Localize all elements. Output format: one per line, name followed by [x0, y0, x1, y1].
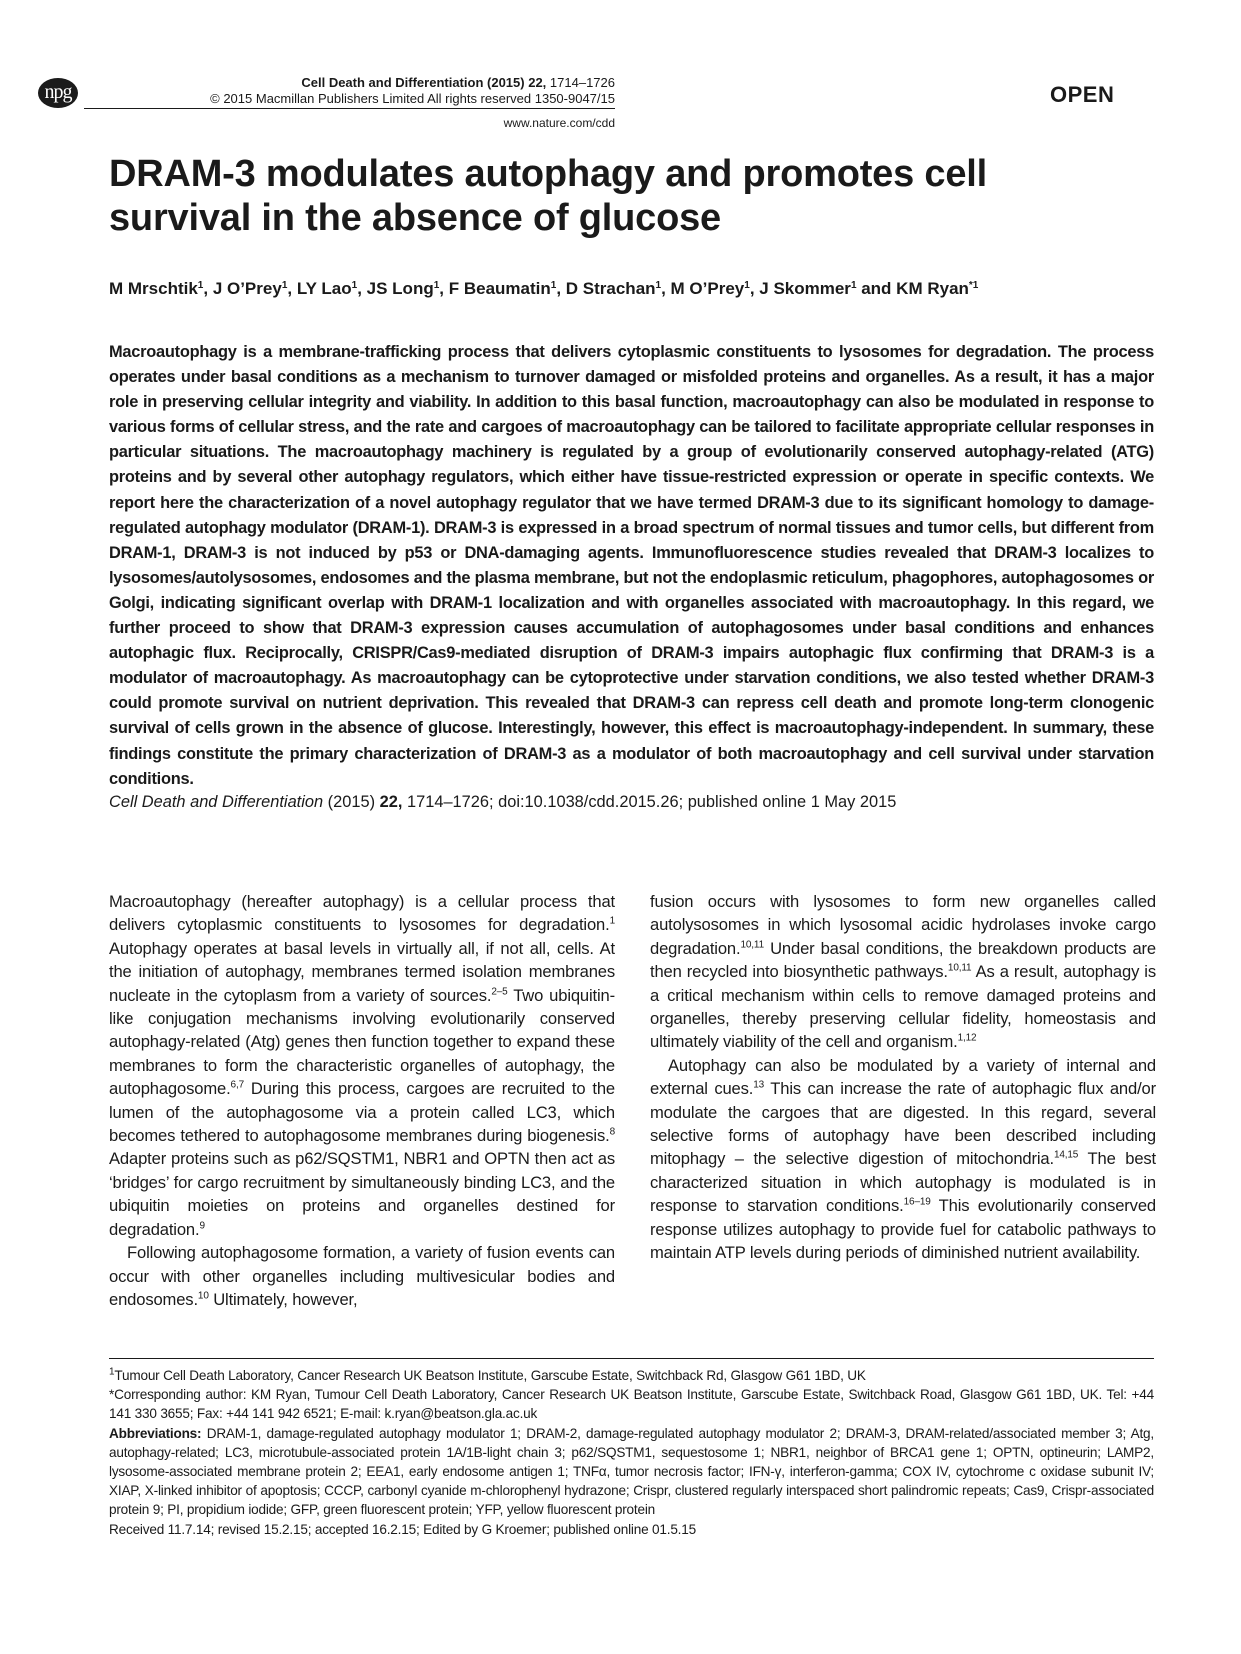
- author-affiliation-marker: 1: [550, 280, 557, 291]
- author-name: J Skommer: [759, 279, 851, 298]
- abbreviations-text: DRAM-1, damage-regulated autophagy modulator 1; DRAM-2, damage-regulated autophagy modulator 2; DRAM-3, DRAM-related/associated member 3; Atg, autophagy-related; LC3, microtubule-associated protein 1A/1B-light chain 3; p62/SQSTM1, sequestosome 1; NBR1, neighbor of BRCA1 gene 1; OPTN, optineurin; LAMP2, lysosome-associated membrane protein 2; EEA1, early endosome antigen 1; TNFα, tumor necrosis factor; IFN-γ, interferon-gamma; COX IV, cytochrome c oxidase subunit IV; XIAP, X-linked inhibitor of apoptosis; CCCP, carbonyl cyanide m-chlorophenyl hydrazone; Crispr, clustered regularly interspaced short palindromic repeats; Cas9, Crispr-associated protein 9; PI, propidium iodide; GFP, green fluorescent protein; YFP, yellow fluorescent protein: [109, 1425, 1154, 1518]
- author-name: F Beaumatin: [448, 279, 551, 298]
- reference-superscript: 1,12: [957, 1032, 977, 1044]
- citation-year: (2015): [323, 793, 380, 811]
- reference-superscript: 1: [609, 915, 615, 927]
- article-title: DRAM-3 modulates autophagy and promotes cell survival in the absence of glucose: [109, 153, 987, 239]
- open-access-label: OPEN: [1050, 82, 1115, 107]
- citation-details: 1714–1726; doi:10.1038/cdd.2015.26; published online 1 May 2015: [402, 793, 897, 811]
- npg-logo: npg: [38, 78, 78, 108]
- author-list: M Mrschtik$^1$, J O’Prey$^1$, LY Lao$^1$, JS Long$^1$, F Beaumatin$^1$, D Strachan$^1$, M O’Prey$^1$, J Skommer$^1$ and KM Ryan$^{*1}$: [109, 279, 979, 298]
- journal-volume: 22,: [528, 75, 547, 90]
- author-affiliation-marker: 1: [850, 280, 857, 291]
- footnotes: [109, 1366, 1154, 1539]
- body-column-right: [650, 890, 1156, 1265]
- author-name: J O’Prey: [212, 279, 282, 298]
- author-affiliation-marker: 1: [351, 280, 358, 291]
- body-paragraph: fusion occurs with lysosomes to form new organelles called autolysosomes in which lysosomal acidic hydrolases invoke cargo degradation.$^{10,11}$ Under basal conditions, the breakdown products are then recycled into biosynthetic pathways.$^{10,11}$ As a result, autophagy is a critical mechanism within cells to remove damaged proteins and organelles, thereby preserving cellular fidelity, homeostasis and ultimately viability of the cell and organism.$^{1,12}$: [650, 892, 1156, 1052]
- abbreviations-label: Abbreviations:: [109, 1425, 202, 1441]
- journal-year: (2015): [487, 75, 525, 90]
- author-affiliation-marker: 1: [655, 280, 662, 291]
- journal-pages: 1714–1726: [549, 75, 615, 90]
- reference-superscript: 8: [609, 1126, 615, 1138]
- body-column-left: [109, 890, 615, 1311]
- author-affiliation-marker: 1: [433, 280, 440, 291]
- footnote-rule: [109, 1358, 1154, 1359]
- journal-url-link[interactable]: www.nature.com/cdd: [503, 116, 615, 130]
- abbreviations: [109, 1424, 1154, 1520]
- reference-superscript: 13: [753, 1079, 765, 1091]
- correspondence: *Corresponding author: KM Ryan, Tumour Cell Death Laboratory, Cancer Research UK Beatson Institute, Garscube Estate, Switchback Road, Glasgow G61 1BD, UK. Tel: +44 141 330 3655; Fax: +44 141 942 6521; E-mail: k.ryan@beatson.gla.ac.uk: [109, 1387, 1154, 1422]
- affiliation-text: Tumour Cell Death Laboratory, Cancer Research UK Beatson Institute, Garscube Estate, Switchback Rd, Glasgow G61 1BD, UK: [114, 1368, 866, 1383]
- reference-superscript: 6,7: [230, 1079, 244, 1091]
- author-name: KM Ryan: [896, 279, 969, 298]
- author-affiliation-marker: 1: [197, 280, 204, 291]
- reference-superscript: 10,11: [740, 939, 765, 951]
- reference-superscript: 16–19: [903, 1196, 931, 1208]
- author-affiliation-marker: 1: [744, 280, 750, 291]
- received-dates: Received 11.7.14; revised 15.2.15; accepted 16.2.15; Edited by G Kroemer; published online 01.5.15: [109, 1521, 696, 1537]
- author-name: JS Long: [366, 279, 434, 298]
- affiliation: [109, 1366, 1154, 1385]
- author-name: M Mrschtik: [109, 279, 198, 298]
- author-name: M O’Prey: [670, 279, 745, 298]
- reference-superscript: 9: [199, 1220, 205, 1232]
- abstract: Macroautophagy is a membrane-trafficking process that delivers cytoplasmic constituents to lysosomes for degradation. The process operates under basal conditions as a mechanism to turnover damaged or misfolded proteins and organelles. As a result, it has a major role in preserving cellular integrity and viability. In addition to this basal function, macroautophagy can also be modulated in response to various forms of cellular stress, and the rate and cargoes of macroautophagy can be tailored to facilitate appropriate cellular responses in particular situations. The macroautophagy machinery is regulated by a group of evolutionarily conserved autophagy-related (ATG) proteins and by several other autophagy regulators, which either have tissue-restricted expression or operate in specific contexts. We report here the characterization of a novel autophagy regulator that we have termed DRAM-3 due to its significant homology to damage-regulated autophagy modulator (DRAM-1). DRAM-3 is expressed in a broad spectrum of normal tissues and tumor cells, but different from DRAM-1, DRAM-3 is not induced by p53 or DNA-damaging agents. Immunofluorescence studies revealed that DRAM-3 localizes to lysosomes/autolysosomes, endosomes and the plasma membrane, but not the endoplasmic reticulum, phagophores, autophagosomes or Golgi, indicating significant overlap with DRAM-1 localization and with organelles associated with macroautophagy. In this regard, we further proceed to show that DRAM-3 expression causes accumulation of autophagosomes under basal conditions and enhances autophagic flux. Reciprocally, CRISPR/Cas9-mediated disruption of DRAM-3 impairs autophagic flux confirming that DRAM-3 is a modulator of macroautophagy. As macroautophagy can be cytoprotective under starvation conditions, we also tested whether DRAM-3 could promote survival on nutrient deprivation. This revealed that DRAM-3 can repress cell death and promote long-term clonogenic survival of cells grown in the absence of glucose. Interestingly, however, this effect is macroautophagy-independent. In summary, these findings constitute the primary characterization of DRAM-3 as a modulator of both macroautophagy and cell survival under starvation conditions.: [109, 343, 1154, 788]
- reference-superscript: 10: [197, 1290, 209, 1302]
- affiliation-marker: 1: [109, 1366, 115, 1378]
- body-paragraph: Autophagy can also be modulated by a variety of internal and external cues.$^{13}$ This can increase the rate of autophagic flux and/or modulate the cargoes that are digested. In this regard, several selective forms of autophagy have been described including mitophagy – the selective digestion of mitochondria.$^{14,15}$ The best characterized situation in which autophagy is modulated is in response to starvation conditions.$^{16-19}$ This evolutionarily conserved response utilizes autophagy to provide fuel for catabolic pathways to maintain ATP levels during periods of diminished nutrient availability.: [650, 1055, 1157, 1263]
- header-rule: [84, 108, 615, 109]
- reference-superscript: 2–5: [491, 986, 508, 998]
- author-name: LY Lao: [296, 279, 352, 298]
- reference-superscript: 14,15: [1053, 1149, 1079, 1161]
- copyright-line: © 2015 Macmillan Publishers Limited All rights reserved 1350-9047/15: [210, 91, 615, 106]
- citation-volume: 22,: [379, 793, 403, 811]
- journal-citation-header: [190, 74, 615, 91]
- author-affiliation-marker: *1: [968, 280, 979, 291]
- citation-line: [109, 790, 1154, 814]
- author-affiliation-marker: 1: [281, 280, 288, 291]
- body-paragraph: Macroautophagy (hereafter autophagy) is a cellular process that delivers cytoplasmic constituents to lysosomes for degradation.$^1$ Autophagy operates at basal levels in virtually all, if not all, cells. At the initiation of autophagy, membranes termed isolation membranes nucleate in the cytoplasm from a variety of sources.$^{2-5}$ Two ubiquitin-like conjugation mechanisms involving evolutionarily conserved autophagy-related (Atg) genes then function together to expand these membranes to form the characteristic organelles of autophagy, the autophagosome.$^{6,7}$ During this process, cargoes are recruited to the lumen of the autophagosome via a protein called LC3, which becomes tethered to autophagosome membranes during biogenesis.$^8$ Adapter proteins such as p62/SQSTM1, NBR1 and OPTN then act as ‘bridges’ for cargo recruitment by simultaneously binding LC3, and the ubiquitin moieties on proteins and organelles destined for degradation.$^9$: [109, 892, 615, 1239]
- author-name: D Strachan: [565, 279, 656, 298]
- body-paragraph: Following autophagosome formation, a variety of fusion events can occur with other organelles including multivesicular bodies and endosomes.$^{10}$ Ultimately, however,: [109, 1243, 615, 1309]
- reference-superscript: 10,11: [947, 962, 972, 974]
- citation-journal: Cell Death and Differentiation: [109, 793, 324, 811]
- journal-name: Cell Death and Differentiation: [301, 75, 484, 90]
